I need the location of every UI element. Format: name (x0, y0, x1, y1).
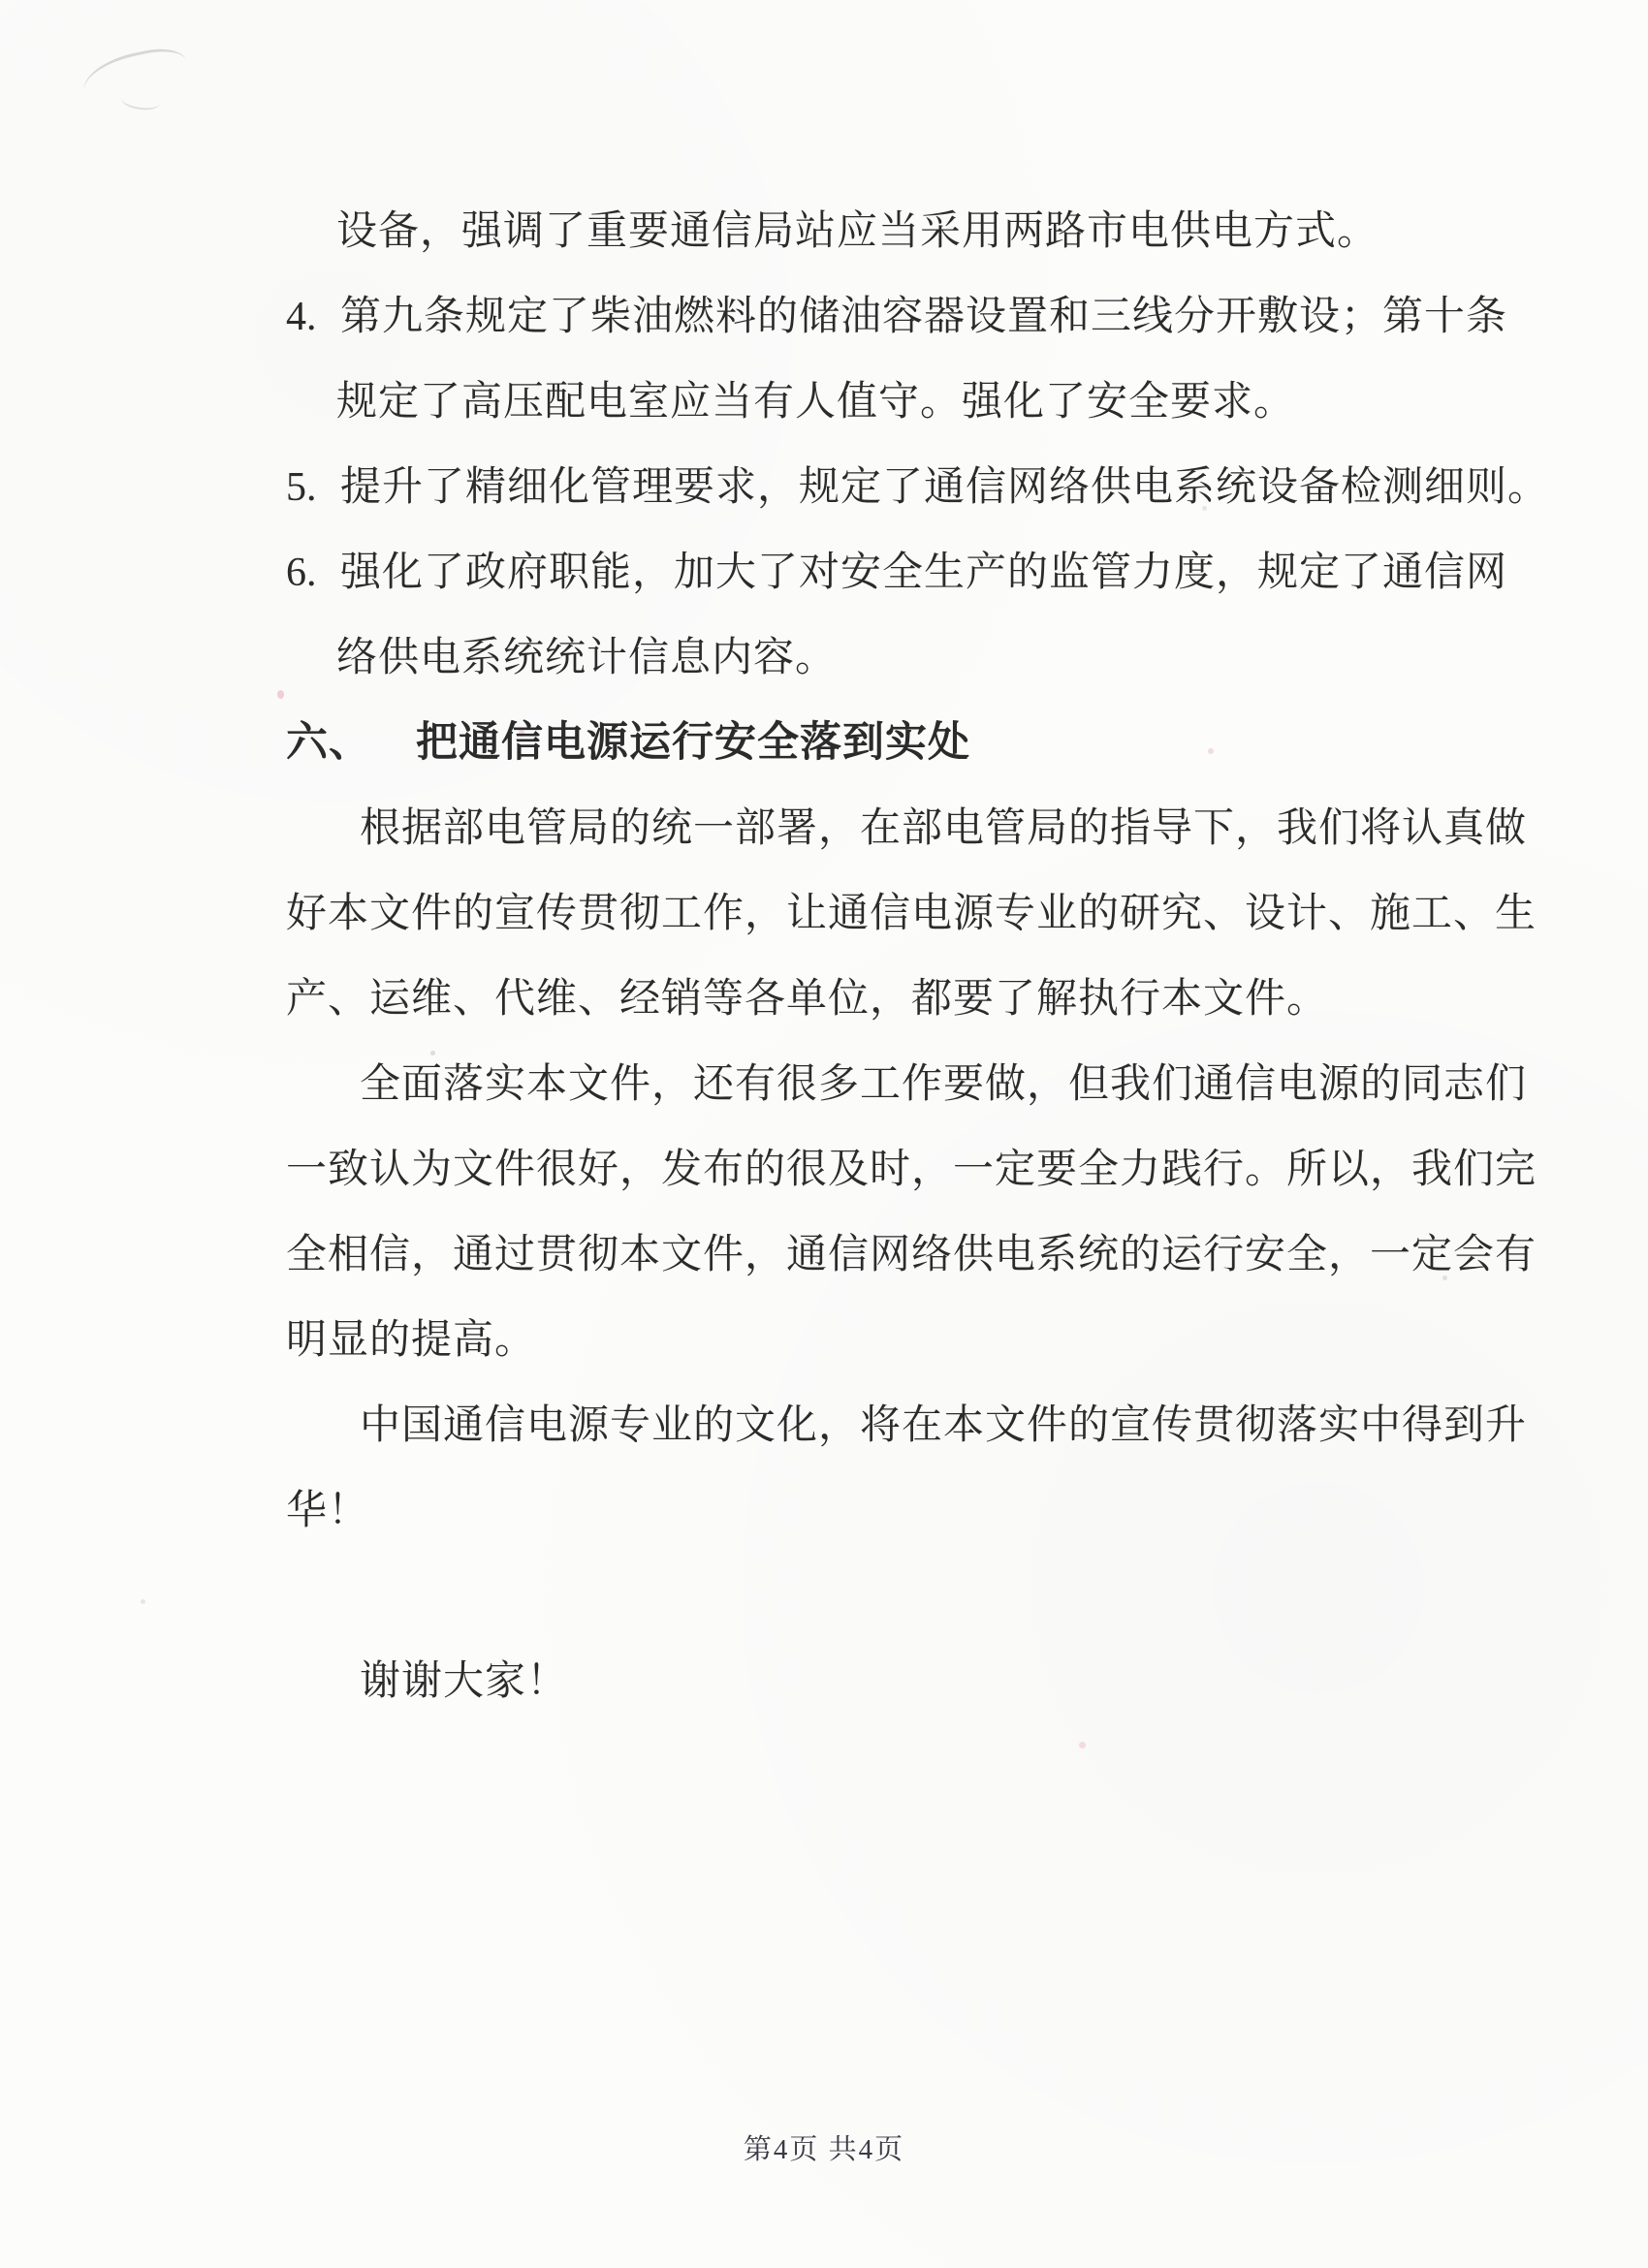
list-item-line: 规定了高压配电室应当有人值守。强化了安全要求。 (336, 380, 1296, 425)
list-item-number: 4. (286, 295, 317, 339)
paragraph-line: 一致认为文件很好，发布的很及时，一定要全力践行。所以，我们完 (286, 1148, 1537, 1192)
section-heading-number: 六、 (286, 720, 371, 766)
list-item-line (286, 445, 1550, 530)
paragraph-line: 根据部电管局的统一部署，在部电管局的指导下，我们将认真做 (360, 806, 1528, 851)
document-body (286, 189, 1550, 1724)
list-item-line (286, 274, 1508, 360)
list-item-number: 5. (286, 465, 317, 510)
paragraph-line: 产、运维、代维、经销等各单位，都要了解执行本文件。 (286, 977, 1329, 1022)
paragraph-line: 全面落实本文件，还有很多工作要做，但我们通信电源的同志们 (360, 1062, 1528, 1107)
closing-line: 谢谢大家！ (360, 1659, 569, 1704)
list-item-text: 第九条规定了柴油燃料的储油容器设置和三线分开敷设；第十条 (340, 295, 1508, 339)
body-line: 设备，强调了重要通信局站应当采用两路市电供电方式。 (336, 209, 1379, 254)
section-heading (286, 701, 1488, 786)
scan-speck (1079, 1742, 1086, 1748)
scan-speck (277, 690, 284, 699)
page-footer: 第4页 共4页 (743, 2134, 905, 2165)
list-item-text: 强化了政府职能，加大了对安全生产的监管力度，规定了通信网 (340, 551, 1508, 595)
paragraph-line: 华！ (286, 1489, 370, 1533)
paragraph-line: 全相信，通过贯彻本文件，通信网络供电系统的运行安全，一定会有 (286, 1233, 1537, 1277)
paragraph-line: 好本文件的宣传贯彻工作，让通信电源专业的研究、设计、施工、生 (286, 892, 1537, 936)
scan-speck (141, 1599, 145, 1604)
paragraph-line: 明显的提高。 (286, 1318, 537, 1363)
paragraph-line: 中国通信电源专业的文化，将在本文件的宣传贯彻落实中得到升 (360, 1403, 1528, 1448)
list-item-line (286, 530, 1508, 615)
list-item-line: 络供电系统统计信息内容。 (336, 636, 838, 680)
list-item-text: 提升了精细化管理要求，规定了通信网络供电系统设备检测细则。 (340, 465, 1550, 510)
section-heading-title: 把通信电源运行安全落到实处 (416, 720, 970, 766)
list-item-number: 6. (286, 551, 317, 595)
